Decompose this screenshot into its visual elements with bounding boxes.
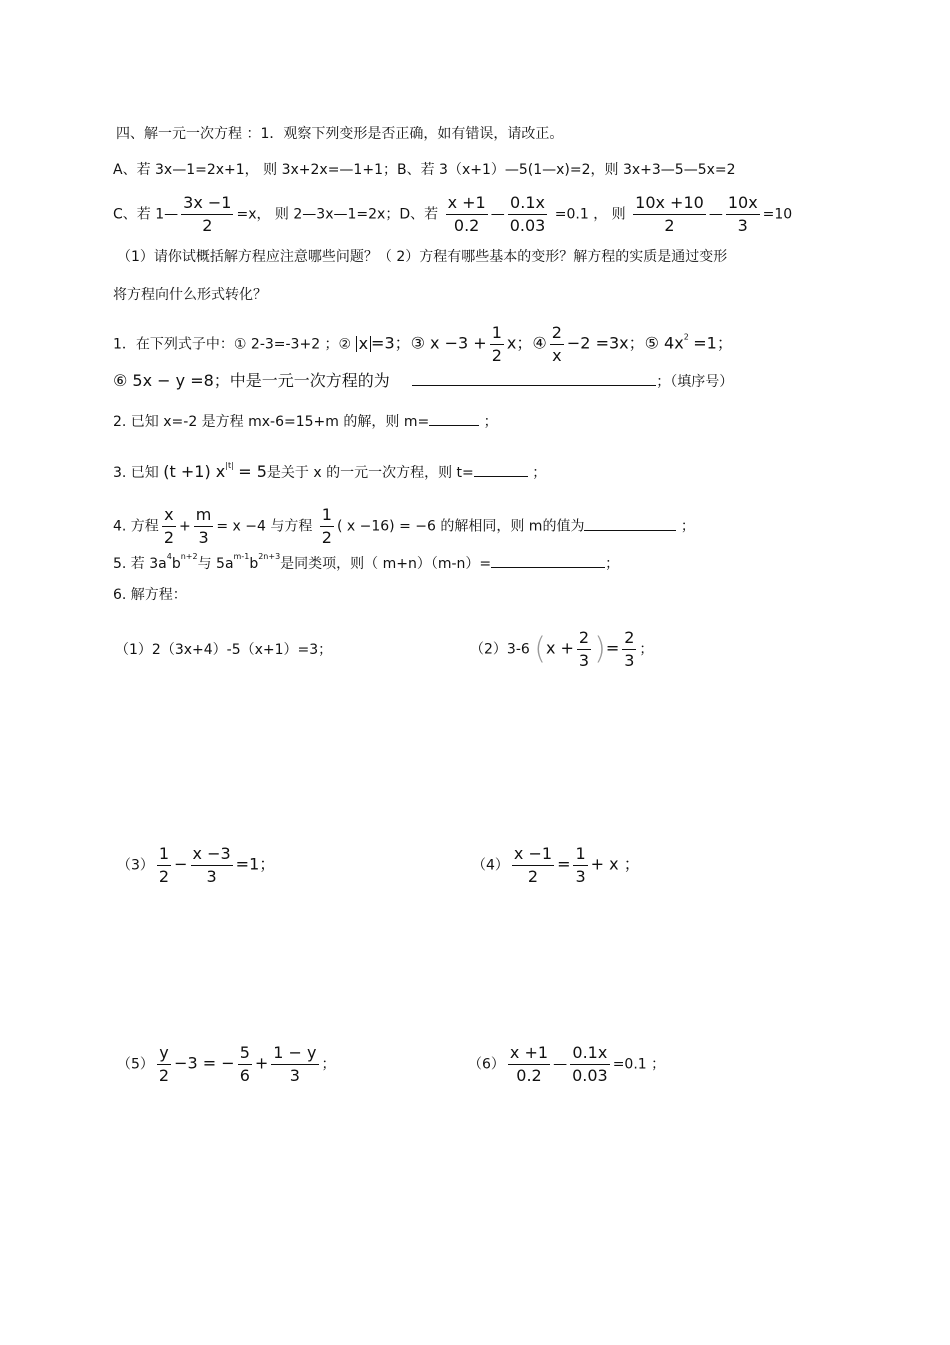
fraction: $\frac{1}{3}$	[575, 844, 586, 886]
eq3-end: =1；	[235, 854, 276, 874]
answer-blank[interactable]	[412, 371, 656, 386]
plus-sign: +	[179, 518, 191, 535]
minus-sign: —	[708, 206, 723, 223]
eq4-end: + x ；	[590, 854, 640, 874]
fraction: $\frac{2}{x}$	[551, 323, 562, 365]
q3-expr: (t +1) x	[163, 462, 226, 481]
item-d-mid: =0.1 ， 则	[554, 206, 626, 223]
fraction: $\frac{x -1}{2}$	[513, 844, 553, 886]
fraction: $\frac{y}{2}$	[158, 1043, 170, 1085]
fraction: $\frac{x +1}{0.2}$	[447, 193, 486, 235]
fraction: $\frac{10x +10}{2}$	[635, 193, 704, 235]
absolute-value: x	[356, 336, 371, 352]
right-paren: )	[594, 631, 606, 667]
q5-post: 是同类项，则（ m+n）（m-n）=	[280, 556, 492, 572]
eq5-end: ；	[321, 1056, 336, 1073]
minus-sign: —	[490, 206, 505, 223]
fraction: $\frac{1}{2}$	[158, 844, 170, 886]
q1-prefix: 1．在下列式子中：① 2-3=-3+2 ；②	[113, 336, 352, 353]
equation-6	[468, 1042, 665, 1087]
question-line-2: 将方程向什么形式转化？	[113, 287, 267, 303]
q2-prefix: 2. 已知 x=-2 是方程 mx-6=15+m 的解，则 m=	[113, 414, 430, 430]
fraction: $\frac{m}{3}$	[195, 505, 212, 547]
exponent: 2n+3	[258, 552, 281, 561]
fraction: $\frac{1}{2}$	[321, 505, 332, 547]
q5-prefix: 5. 若 3a	[113, 556, 167, 572]
q4-end: ；	[680, 518, 695, 535]
q3-post: 是关于 x 的一元一次方程，则 t=	[266, 465, 474, 481]
minus-sign: −	[174, 854, 188, 874]
fraction: $\frac{x +1}{0.2}$	[509, 1043, 549, 1085]
question-3	[113, 456, 546, 483]
section-title: 四、解一元一次方程 ：1．观察下列变形是否正确，如有错误，请改正。	[116, 126, 564, 142]
q1-line2-end: ；（填序号）	[656, 374, 734, 390]
equation-1: （1）2（3x+4）-5（x+1）=3；	[115, 642, 333, 658]
q4-prefix: 4. 方程	[113, 518, 159, 535]
question-2	[113, 411, 498, 432]
exponent: 4	[166, 552, 172, 561]
eq6-end: =0.1 ；	[612, 1056, 666, 1073]
eq2-end: ；	[639, 641, 654, 658]
answer-blank[interactable]	[491, 553, 605, 568]
equation-4	[472, 843, 640, 888]
q4-mid: = x −4 与方程	[216, 518, 313, 535]
q3-mid: = 5	[238, 462, 267, 481]
fraction: $\frac{1 - y}{3}$	[273, 1043, 317, 1085]
eq6-prefix: （6）	[468, 1056, 505, 1073]
q1-mid2: −2 =3x；⑤ 4x	[566, 333, 684, 353]
fraction: $\frac{0.1x}{0.03}$	[572, 1043, 608, 1085]
q1-expr: =3；③ x −3 +	[371, 333, 487, 353]
q5-var-b2: b	[249, 556, 259, 572]
q1-end: =1；	[693, 333, 733, 353]
q5-end: ；	[605, 556, 620, 572]
eq5-prefix: （5）	[117, 1056, 154, 1073]
question-5	[113, 547, 619, 574]
q1-line2-prefix: ⑥ 5x − y =8；中是一元一次方程的为	[113, 371, 390, 390]
fraction: $\frac{x -3}{3}$	[192, 844, 231, 886]
eq4-prefix: （4）	[472, 857, 509, 874]
q5-var-b: b	[171, 556, 181, 572]
q1-mid: x；④	[506, 333, 547, 353]
question-1	[113, 322, 733, 367]
fraction: $\frac{1}{2}$	[491, 323, 502, 365]
minus-sign: —	[553, 1056, 568, 1073]
fraction: $\frac{2}{3}$	[578, 628, 590, 670]
question-6-title: 6. 解方程：	[113, 587, 187, 603]
question-1-line2	[113, 371, 733, 392]
q4-mid2: ( x −16) = −6 的解相同，则 m的值为	[336, 518, 585, 535]
q2-end: ；	[483, 414, 498, 430]
eq5-mid: −3 = −	[174, 1053, 235, 1073]
equals-sign: =	[557, 854, 571, 874]
q3-prefix: 3. 已知	[113, 465, 159, 481]
item-c-prefix: C、若 1—	[113, 206, 179, 223]
equation-5	[117, 1042, 336, 1087]
fraction: $\frac{3x -1}{2}$	[183, 193, 232, 235]
answer-blank[interactable]	[584, 516, 676, 531]
answer-blank[interactable]	[474, 462, 528, 477]
equation-3	[117, 843, 275, 888]
exponent: |t|	[225, 461, 234, 470]
q3-end: ；	[532, 465, 547, 481]
exponent: 2	[683, 332, 689, 342]
question-line-1: （1）请你试概括解方程应注意哪些问题？（ 2）方程有哪些基本的变形？解方程的实质是通过变形	[117, 249, 728, 265]
plus-sign: +	[254, 1053, 269, 1073]
fraction: $\frac{5}{6}$	[239, 1043, 250, 1085]
item-d-end: =10	[762, 206, 793, 223]
left-paren: (	[534, 631, 546, 667]
exponent: n+2	[180, 552, 198, 561]
eq2-expr: x +	[545, 638, 574, 658]
item-a-b: A、若 3x—1=2x+1， 则 3x+2x=—1+1；B、若 3（x+1）—5(1—x)=2，则 3x+3—5—5x=2	[113, 162, 736, 178]
equation-2	[470, 627, 653, 672]
fraction: $\frac{2}{3}$	[624, 628, 635, 670]
fraction: $\frac{10x}{3}$	[727, 193, 758, 235]
question-4	[113, 504, 695, 549]
eq3-prefix: （3）	[117, 857, 154, 874]
q5-mid: 与 5a	[197, 556, 234, 572]
equals-sign: =	[605, 638, 620, 658]
exponent: m-1	[233, 552, 250, 561]
answer-blank[interactable]	[429, 411, 479, 426]
eq2-prefix: （2）3-6	[470, 641, 530, 658]
item-c-mid: =x， 则 2—3x—1=2x；D、若	[236, 206, 439, 223]
item-c-d	[113, 192, 792, 237]
fraction: $\frac{x}{2}$	[163, 505, 174, 547]
fraction: $\frac{0.1x}{0.03}$	[509, 193, 546, 235]
